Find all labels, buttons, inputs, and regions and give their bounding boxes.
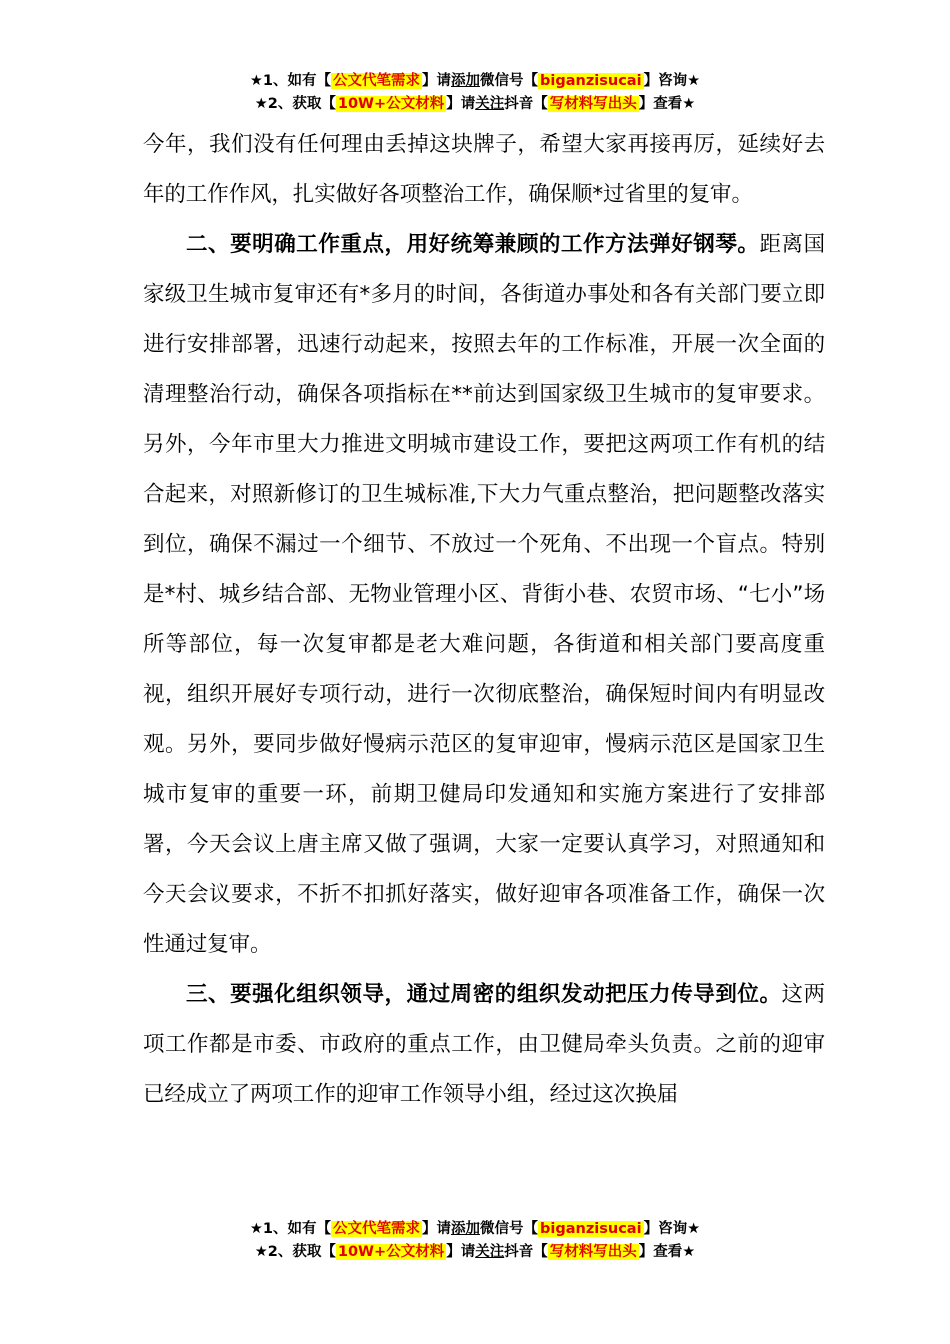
banner-highlight: biganzisucai xyxy=(540,1221,642,1237)
banner-emphasis: 关注 xyxy=(475,96,505,112)
banner-line-2 xyxy=(0,1241,950,1264)
paragraph-continued: 今年，我们没有任何理由丢掉这块牌子，希望大家再接再厉，延续好去年的工作作风，扎实做好各项整治工作，确保顺*过省里的复审。 xyxy=(143,132,825,207)
banner-highlight: 10W+公文材料 xyxy=(337,96,445,112)
banner-emphasis: 添加 xyxy=(451,73,481,89)
banner-text: 抖音【 xyxy=(504,1244,548,1260)
banner-text: 】请 xyxy=(422,1221,452,1237)
section-heading: 二、要明确工作重点，用好统筹兼顾的工作方法弹好钢琴。 xyxy=(186,232,760,257)
banner-highlight: 10W+公文材料 xyxy=(337,1244,445,1260)
banner-highlight: 公文代笔需求 xyxy=(333,73,421,89)
banner-highlight: 写材料写出头 xyxy=(549,96,637,112)
banner-text: ★2、获取【 xyxy=(254,1244,336,1260)
section-body: 距离国家级卫生城市复审还有*多月的时间，各街道办事处和各有关部门要立即进行安排部署，迅速行动起来，按照去年的工作标准，开展一次全面的清理整治行动，确保各项指标在**前达到国家级卫生城市的复审要求。另外，今年市里大力推进文明城市建设工作，要把这两项工作有机的结合起来，对照新修订的卫生城标准,下大力气重点整治，把问题整改落实到位，确保不漏过一个细节、不放过一个死角、不出现一个盲点。特别是*村、城乡结合部、无物业管理小区、背街小巷、农贸市场、“七小”场所等部位，每一次复审都是老大难问题，各街道和相关部门要高度重视，组织开展好专项行动，进行一次彻底整治，确保短时间内有明显改观。另外，要同步做好慢病示范区的复审迎审，慢病示范区是国家卫生城市复审的重要一环，前期卫健局印发通知和实施方案进行了安排部署，今天会议上唐主席又做了强调，大家一定要认真学习，对照通知和今天会议要求，不折不扣抓好落实，做好迎审各项准备工作，确保一次性通过复审。 xyxy=(143,232,825,957)
banner-highlight: biganzisucai xyxy=(540,73,642,89)
banner-highlight: 写材料写出头 xyxy=(549,1244,637,1260)
banner-text: 抖音【 xyxy=(504,96,548,112)
footer-banner xyxy=(0,1218,950,1264)
banner-emphasis: 添加 xyxy=(451,1221,481,1237)
banner-text: 】请 xyxy=(446,1244,476,1260)
section-heading: 三、要强化组织领导，通过周密的组织发动把压力传导到位。 xyxy=(186,982,782,1007)
banner-text: 微信号【 xyxy=(480,1221,539,1237)
banner-line-1 xyxy=(0,1218,950,1241)
paragraph-section-3 xyxy=(143,970,825,1120)
banner-text: 】请 xyxy=(446,96,476,112)
banner-text: ★1、如有【 xyxy=(249,1221,332,1237)
banner-text: 】查看★ xyxy=(638,96,696,112)
paragraph-section-2 xyxy=(143,220,825,970)
banner-highlight: 公文代笔需求 xyxy=(333,1221,421,1237)
banner-text: ★2、获取【 xyxy=(254,96,336,112)
header-banner xyxy=(0,70,950,116)
banner-line-1 xyxy=(0,70,950,93)
banner-text: 】请 xyxy=(422,73,452,89)
banner-text: ★1、如有【 xyxy=(249,73,332,89)
banner-text: 微信号【 xyxy=(480,73,539,89)
section-body: 这两项工作都是市委、市政府的重点工作，由卫健局牵头负责。之前的迎审已经成立了两项工作的迎审工作领导小组，经过这次换届 xyxy=(143,982,825,1107)
banner-line-2 xyxy=(0,93,950,116)
banner-emphasis: 关注 xyxy=(475,1244,505,1260)
banner-text: 】查看★ xyxy=(638,1244,696,1260)
banner-text: 】咨询★ xyxy=(643,73,701,89)
banner-text: 】咨询★ xyxy=(643,1221,701,1237)
document-body xyxy=(143,120,825,1120)
